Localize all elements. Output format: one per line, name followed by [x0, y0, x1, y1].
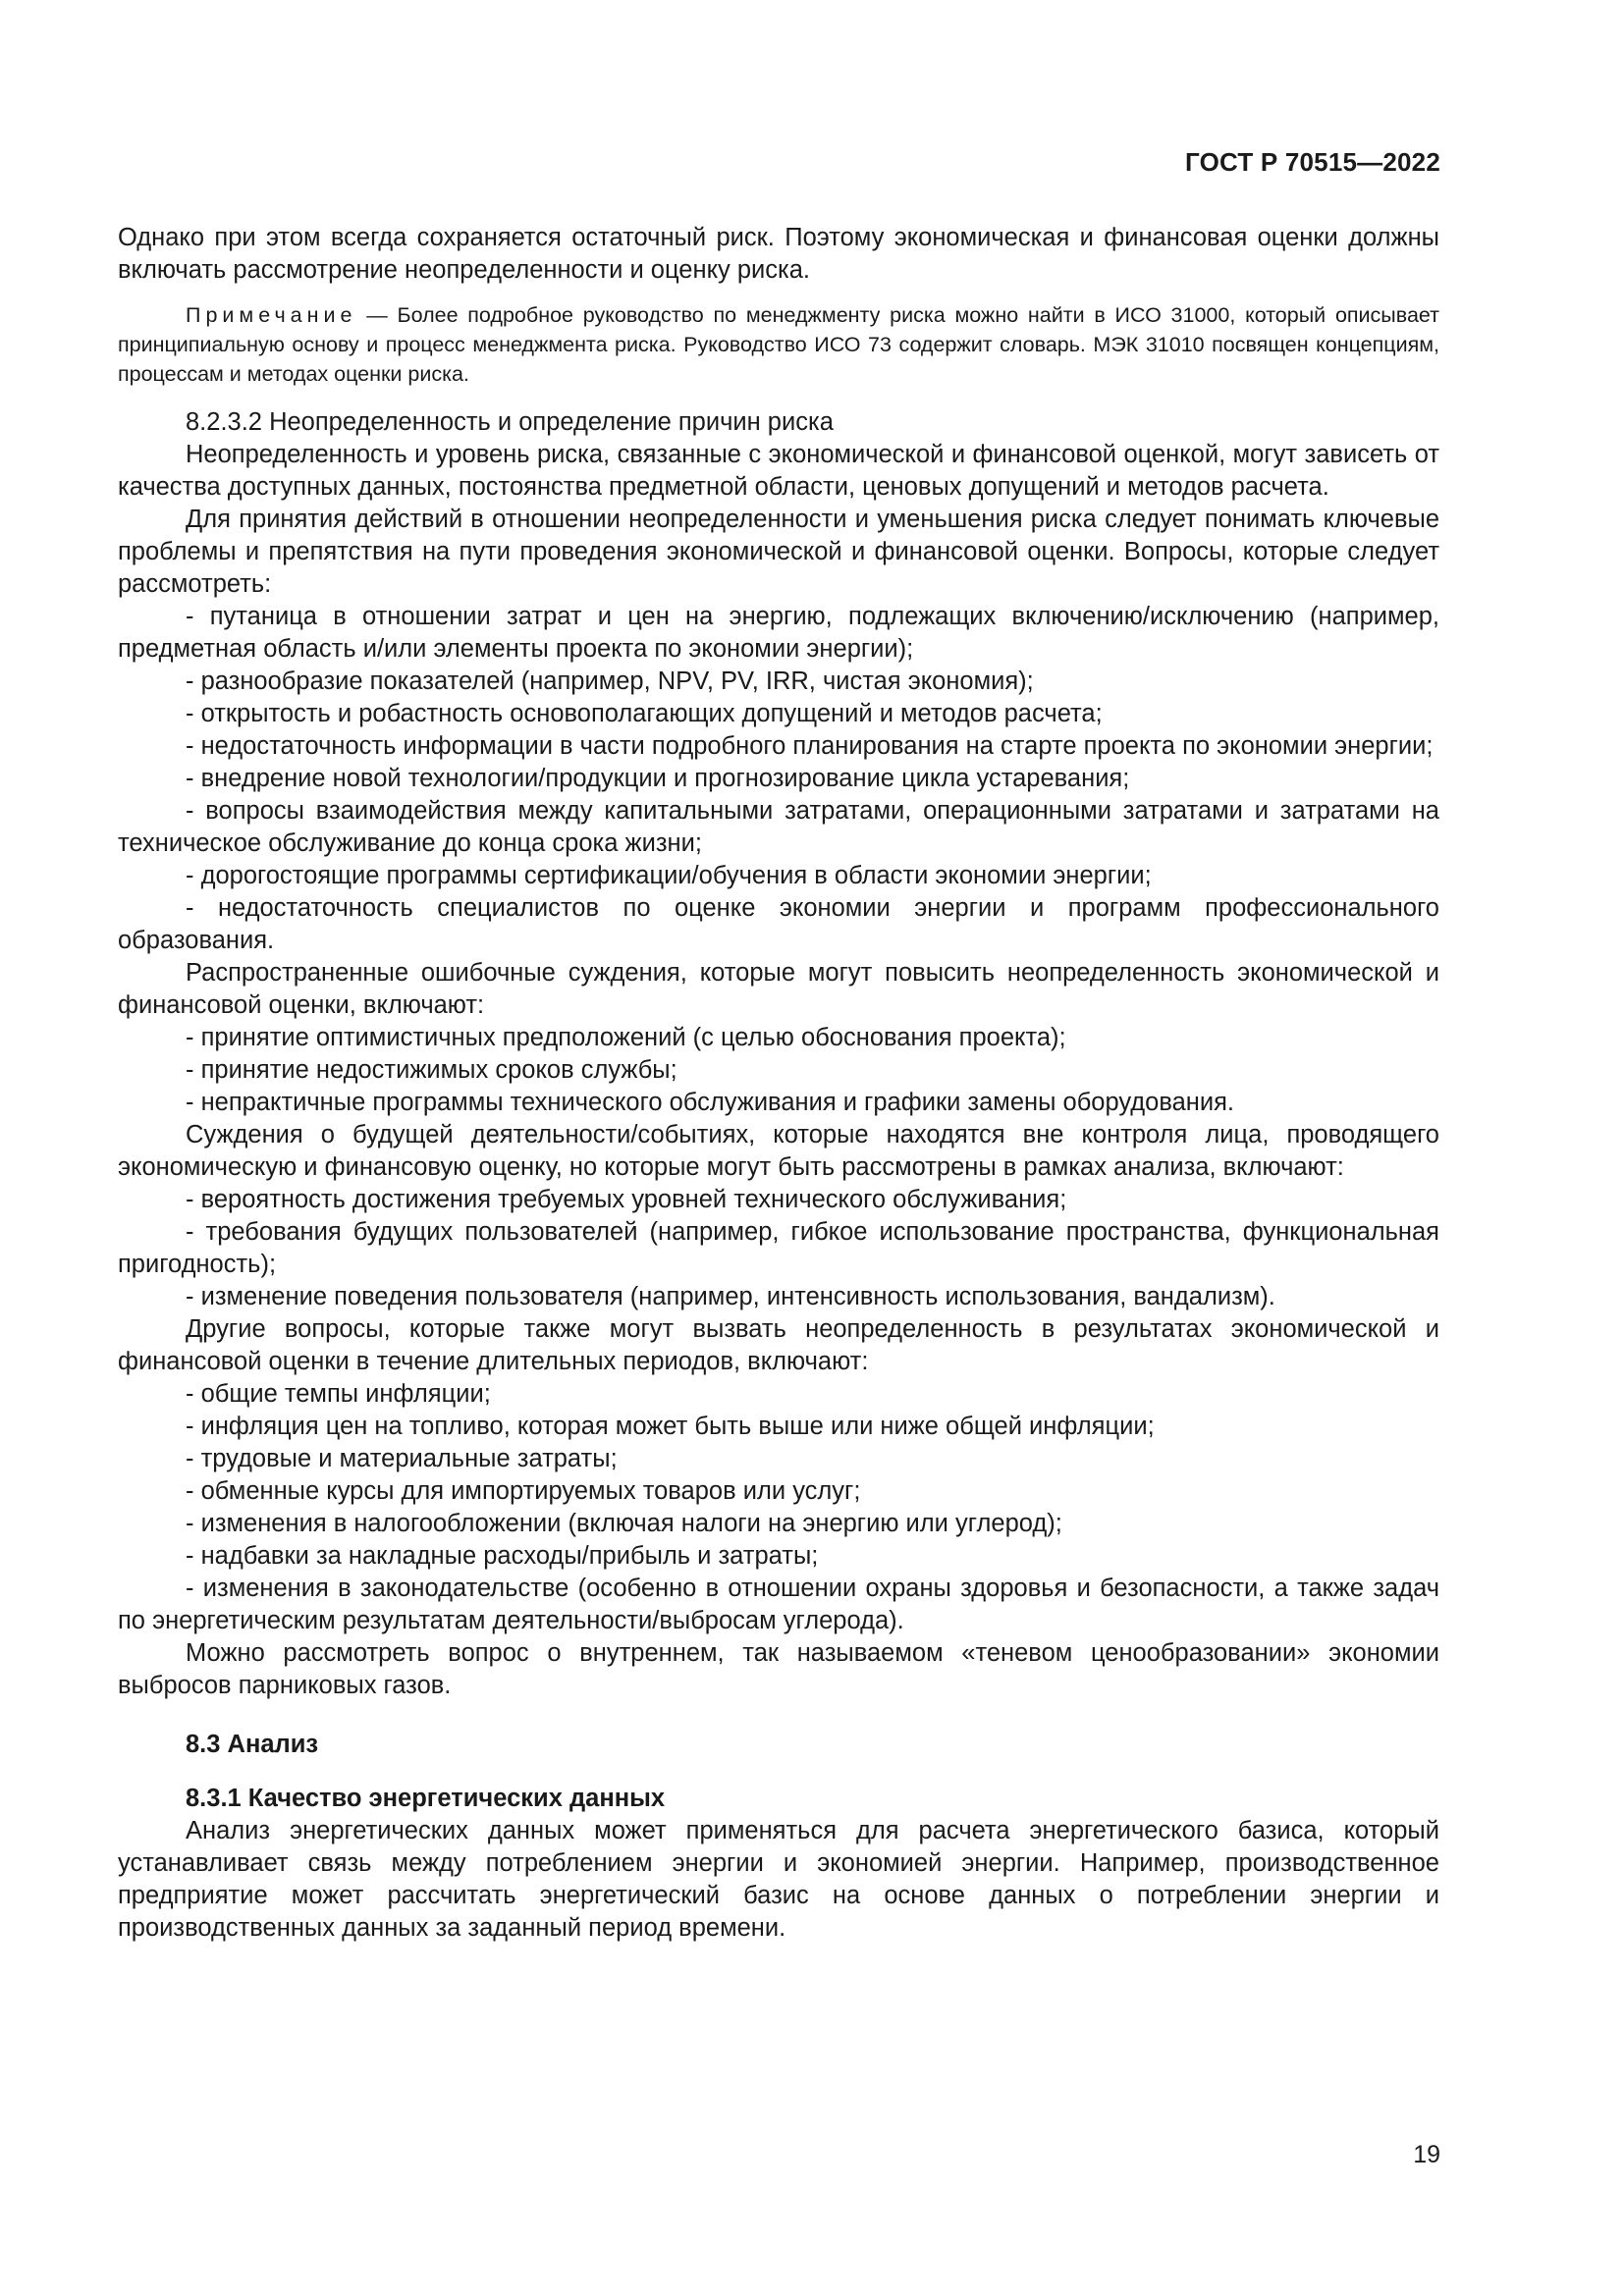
- document-body: [118, 222, 1439, 1945]
- section-title-8-2-3-2: 8.2.3.2 Неопределенность и определение причин риска: [186, 408, 834, 436]
- list-item: - требования будущих пользователей (например, гибкое использование пространства, функциональная пригодность);: [118, 1218, 1439, 1278]
- note: [118, 300, 1439, 389]
- paragraph: Другие вопросы, которые также могут вызвать неопределенность в результатах экономической и финансовой оценки в течение длительных периодов, включают:: [118, 1315, 1439, 1375]
- paragraph: Анализ энергетических данных может применяться для расчета энергетического базиса, который устанавливает связь между потреблением энергии и экономией энергии. Например, производственное предприятие может рассчитать энергетический базис на основе данных о потреблении энергии и производственных данных за заданный период времени.: [118, 1817, 1439, 1942]
- paragraph: Распространенные ошибочные суждения, которые могут повысить неопределенность экономической и финансовой оценки, включают:: [118, 959, 1439, 1019]
- note-text: — Более подробное руководство по менеджменту риска можно найти в ИСО 31000, который описывает принципиальную основу и процесс менеджмента риска. Руководство ИСО 73 содержит словарь. МЭК 31010 посвящен концепциям, процессам и методах оценки риска.: [118, 303, 1439, 386]
- list-item: - изменения в законодательстве (особенно в отношении охраны здоровья и безопасности, а также задач по энергетическим результатам деятельности/выбросам углерода).: [118, 1575, 1439, 1634]
- section-title-8-3-1: 8.3.1 Качество энергетических данных: [186, 1785, 666, 1812]
- list-item: - общие темпы инфляции;: [186, 1380, 491, 1408]
- list-item: - внедрение новой технологии/продукции и прогнозирование цикла устаревания;: [186, 765, 1130, 792]
- list-item: - изменения в налогообложении (включая налоги на энергию или углерод);: [186, 1510, 1062, 1537]
- page-number: 19: [1413, 2141, 1440, 2168]
- document-header: ГОСТ Р 70515—2022: [1185, 147, 1440, 177]
- list-item: - инфляция цен на топливо, которая может быть выше или ниже общей инфляции;: [186, 1413, 1155, 1440]
- list-item: - открытость и робастность основополагающих допущений и методов расчета;: [186, 700, 1103, 727]
- paragraph: Однако при этом всегда сохраняется остаточный риск. Поэтому экономическая и финансовая оценки должны включать рассмотрение неопределенности и оценку риска.: [118, 224, 1439, 284]
- list-item: - разнообразие показателей (например, NPV, PV, IRR, чистая экономия);: [186, 667, 1034, 695]
- list-item: - обменные курсы для импортируемых товаров или услуг;: [186, 1477, 861, 1505]
- note-label: Примечание: [186, 303, 357, 327]
- list-item: - принятие недостижимых сроков службы;: [186, 1056, 677, 1084]
- list-item: - изменение поведения пользователя (например, интенсивность использования, вандализм).: [186, 1283, 1275, 1310]
- list-item: - надбавки за накладные расходы/прибыль и затраты;: [186, 1542, 819, 1570]
- list-item: - вероятность достижения требуемых уровней технического обслуживания;: [186, 1186, 1067, 1213]
- list-item: - вопросы взаимодействия между капитальными затратами, операционными затратами и затратами на техническое обслуживание до конца срока жизни;: [118, 797, 1439, 857]
- list-item: - принятие оптимистичных предположений (с целью обоснования проекта);: [186, 1024, 1066, 1051]
- paragraph: Для принятия действий в отношении неопределенности и уменьшения риска следует понимать ключевые проблемы и препятствия на пути проведения экономической и финансовой оценки. Вопросы, которые следует рассмотреть:: [118, 506, 1439, 598]
- list-item: - недостаточность специалистов по оценке экономии энергии и программ профессионального образования.: [118, 894, 1439, 954]
- paragraph: Суждения о будущей деятельности/событиях, которые находятся вне контроля лица, проводящего экономическую и финансовую оценку, но которые могут быть рассмотрены в рамках анализа, включают:: [118, 1121, 1439, 1181]
- paragraph: Неопределенность и уровень риска, связанные с экономической и финансовой оценкой, могут зависеть от качества доступных данных, постоянства предметной области, ценовых допущений и методов расчета.: [118, 441, 1439, 501]
- list-item: - дорогостоящие программы сертификации/обучения в области экономии энергии;: [186, 862, 1152, 889]
- list-item: - недостаточность информации в части подробного планирования на старте проекта по экономии энергии;: [186, 732, 1434, 760]
- section-title-8-3: 8.3 Анализ: [186, 1731, 319, 1758]
- list-item: - непрактичные программы технического обслуживания и графики замены оборудования.: [186, 1089, 1234, 1116]
- list-item: - трудовые и материальные затраты;: [186, 1445, 618, 1472]
- list-item: - путаница в отношении затрат и цен на энергию, подлежащих включению/исключению (например, предметная область и/или элементы проекта по экономии энергии);: [118, 603, 1439, 663]
- paragraph: Можно рассмотреть вопрос о внутреннем, так называемом «теневом ценообразовании» экономии выбросов парниковых газов.: [118, 1639, 1439, 1699]
